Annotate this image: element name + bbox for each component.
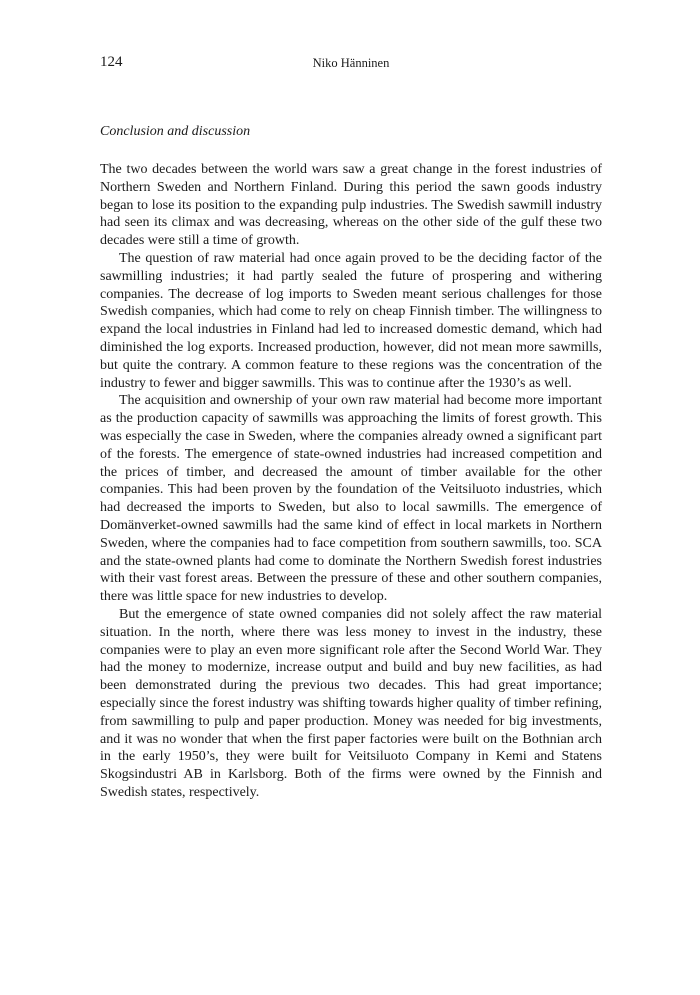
page-header	[100, 54, 602, 74]
section-heading: Conclusion and discussion	[100, 124, 251, 139]
paragraph: The acquisition and ownership of your own raw material had become more important as the production capacity of sawmills was approaching the limits of forest growth. This was especially the case in Sweden, where the companies already owned a significant part of the forests. The emergence of state-owned industries had increased competition and the prices of timber, and decreased the amount of timber available for the other companies. This had been proven by the foundation of the Veitsiluoto industries, which had decreased the imports to Sweden, but also to local sawmills. The emergence of Domänverket-owned sawmills had the same kind of effect in local markets in Northern Sweden, where the companies had to face competition from southern sawmills, too. SCA and the state-owned plants had come to dominate the Northern Swedish forest industries with their vast forest areas. Between the pressure of these and other southern companies, there was little space for new industries to develop.	[100, 393, 602, 605]
paragraph: The question of raw material had once again proved to be the deciding factor of the sawmilling industries; it had partly sealed the future of prospering and withering companies. The decrease of log imports to Sweden meant serious challenges for those Swedish companies, which had come to rely on cheap Finnish timber. The willingness to expand the local industries in Finland had led to increased domestic demand, which had diminished the log exports. Increased production, however, did not mean more sawmills, but quite the contrary. A common feature to these regions was the concentration of the industry to fewer and bigger sawmills. This was to continue after the 1930’s as well.	[100, 250, 602, 391]
paragraph: But the emergence of state owned companies did not solely affect the raw material situation. In the north, where there was less money to invest in the industry, these companies were to play an even more significant role after the Second World War. They had the money to modernize, increase output and build and buy new facilities, as had been demonstrated during the previous two decades. This had great importance; especially since the forest industry was shifting towards higher quality of timber refining, from sawmilling to pulp and paper production. Money was needed for big investments, and it was no wonder that when the first paper factories were built on the Bothnian arch in the early 1950’s, they were built for Veitsiluoto Company in Kemi and Statens Skogsindustri AB in Karlsborg. Both of the firms were owned by the Finnish and Swedish states, respectively.	[100, 606, 602, 800]
body-text	[100, 161, 602, 802]
page-number: 124	[100, 54, 123, 70]
paragraph: The two decades between the world wars saw a great change in the forest industries of Northern Sweden and Northern Finland. During this period the sawn goods industry began to lose its position to the expanding pulp industries. The Swedish sawmill industry had seen its climax and was decreasing, whereas on the other side of the gulf these two decades were still a time of growth.	[100, 162, 602, 249]
running-head-author: Niko Hänninen	[312, 56, 390, 70]
